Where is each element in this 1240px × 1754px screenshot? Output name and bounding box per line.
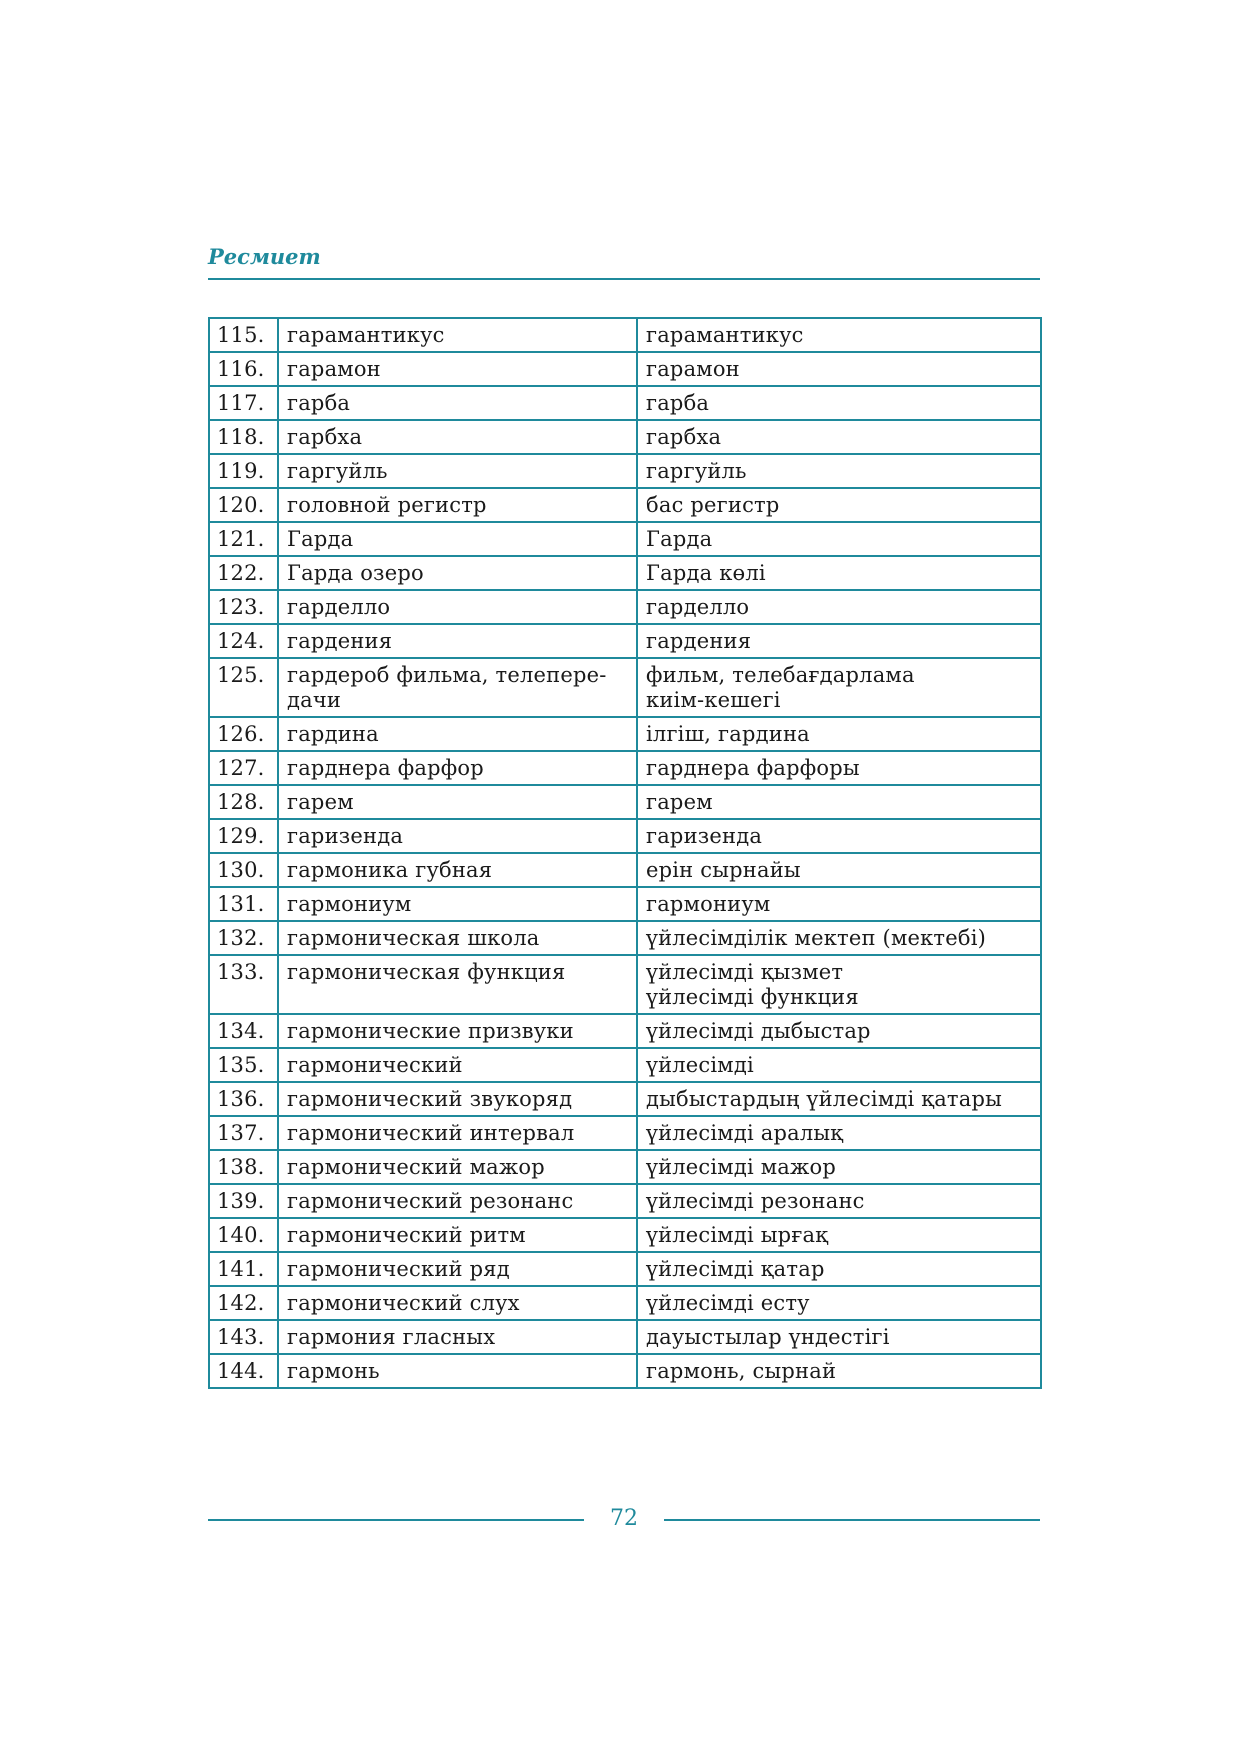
kazakh-term bbox=[637, 522, 1041, 556]
entry-number: 126. bbox=[209, 717, 278, 751]
entry-number: 119. bbox=[209, 454, 278, 488]
russian-term bbox=[278, 751, 637, 785]
russian-term bbox=[278, 624, 637, 658]
entry-number: 130. bbox=[209, 853, 278, 887]
table-row bbox=[209, 658, 1041, 717]
kazakh-term bbox=[637, 1150, 1041, 1184]
kazakh-term-line: үйлесімді аралық bbox=[646, 1121, 844, 1145]
russian-term-line: гармонический ряд bbox=[287, 1257, 510, 1281]
russian-term-line: Гарда bbox=[287, 527, 354, 551]
table-row bbox=[209, 853, 1041, 887]
kazakh-term-line: гармонь, сырнай bbox=[646, 1359, 837, 1383]
running-header bbox=[208, 240, 1040, 280]
russian-term bbox=[278, 522, 637, 556]
kazakh-term-line: гармониум bbox=[646, 892, 771, 916]
kazakh-term-line: дауыстылар үндестігі bbox=[646, 1325, 890, 1349]
kazakh-term-line: гардения bbox=[646, 629, 752, 653]
table-row bbox=[209, 556, 1041, 590]
kazakh-term bbox=[637, 819, 1041, 853]
entry-number: 136. bbox=[209, 1082, 278, 1116]
kazakh-term bbox=[637, 1320, 1041, 1354]
kazakh-term bbox=[637, 1082, 1041, 1116]
entry-number: 116. bbox=[209, 352, 278, 386]
footer-rule-right bbox=[664, 1519, 1040, 1521]
russian-term bbox=[278, 352, 637, 386]
kazakh-term-line: киім-кешегі bbox=[646, 688, 781, 712]
russian-term bbox=[278, 454, 637, 488]
table-row bbox=[209, 785, 1041, 819]
russian-term-line: гармонический bbox=[287, 1053, 463, 1077]
kazakh-term bbox=[637, 658, 1041, 717]
kazakh-term-line: ерін сырнайы bbox=[646, 858, 801, 882]
russian-term-line: гардина bbox=[287, 722, 379, 746]
russian-term-line: головной регистр bbox=[287, 493, 487, 517]
table-row bbox=[209, 318, 1041, 352]
russian-term bbox=[278, 1082, 637, 1116]
entry-number: 142. bbox=[209, 1286, 278, 1320]
kazakh-term bbox=[637, 1354, 1041, 1388]
table-row bbox=[209, 751, 1041, 785]
russian-term-line: гарамантикус bbox=[287, 323, 445, 347]
entry-number: 127. bbox=[209, 751, 278, 785]
kazakh-term bbox=[637, 751, 1041, 785]
russian-term bbox=[278, 488, 637, 522]
entry-number: 139. bbox=[209, 1184, 278, 1218]
kazakh-term bbox=[637, 921, 1041, 955]
table-row bbox=[209, 1320, 1041, 1354]
russian-term-line: гаризенда bbox=[287, 824, 404, 848]
russian-term-line: гармонический интервал bbox=[287, 1121, 575, 1145]
table-row bbox=[209, 819, 1041, 853]
entry-number: 144. bbox=[209, 1354, 278, 1388]
russian-term bbox=[278, 590, 637, 624]
entry-number: 134. bbox=[209, 1014, 278, 1048]
entry-number: 115. bbox=[209, 318, 278, 352]
kazakh-term bbox=[637, 1286, 1041, 1320]
russian-term-line: гарделло bbox=[287, 595, 391, 619]
kazakh-term-line: Гарда bbox=[646, 527, 713, 551]
russian-term-line: гарба bbox=[287, 391, 351, 415]
table-row bbox=[209, 1252, 1041, 1286]
russian-term bbox=[278, 1286, 637, 1320]
table-row bbox=[209, 921, 1041, 955]
kazakh-term bbox=[637, 1116, 1041, 1150]
kazakh-term bbox=[637, 717, 1041, 751]
entry-number: 123. bbox=[209, 590, 278, 624]
kazakh-term bbox=[637, 853, 1041, 887]
russian-term bbox=[278, 1184, 637, 1218]
kazakh-term-line: үйлесімді қызмет bbox=[646, 960, 844, 984]
russian-term-line: гармонь bbox=[287, 1359, 380, 1383]
entry-number: 141. bbox=[209, 1252, 278, 1286]
table-row bbox=[209, 522, 1041, 556]
entry-number: 117. bbox=[209, 386, 278, 420]
russian-term-line: дачи bbox=[287, 688, 342, 712]
page-footer bbox=[208, 1500, 1040, 1540]
entry-number: 129. bbox=[209, 819, 278, 853]
kazakh-term-line: үйлесімділік мектеп (мектебі) bbox=[646, 926, 987, 950]
kazakh-term bbox=[637, 1218, 1041, 1252]
kazakh-term-line: гарбха bbox=[646, 425, 722, 449]
kazakh-term bbox=[637, 352, 1041, 386]
entry-number: 131. bbox=[209, 887, 278, 921]
kazakh-term bbox=[637, 887, 1041, 921]
russian-term-line: гармонический резонанс bbox=[287, 1189, 574, 1213]
russian-term bbox=[278, 1048, 637, 1082]
russian-term-line: гармонические призвуки bbox=[287, 1019, 574, 1043]
russian-term-line: гармоника губная bbox=[287, 858, 493, 882]
kazakh-term bbox=[637, 386, 1041, 420]
russian-term bbox=[278, 853, 637, 887]
table-row bbox=[209, 717, 1041, 751]
table-row bbox=[209, 454, 1041, 488]
table-row bbox=[209, 624, 1041, 658]
russian-term-line: гарем bbox=[287, 790, 354, 814]
page-number: 72 bbox=[610, 1506, 638, 1531]
russian-term bbox=[278, 1354, 637, 1388]
russian-term-line: гарбха bbox=[287, 425, 363, 449]
kazakh-term bbox=[637, 488, 1041, 522]
table-row bbox=[209, 1014, 1041, 1048]
kazakh-term-line: гарем bbox=[646, 790, 713, 814]
table-row bbox=[209, 887, 1041, 921]
russian-term-line: гарамон bbox=[287, 357, 381, 381]
table-row bbox=[209, 1150, 1041, 1184]
kazakh-term-line: гарба bbox=[646, 391, 710, 415]
entry-number: 125. bbox=[209, 658, 278, 717]
table-row bbox=[209, 1218, 1041, 1252]
entry-number: 143. bbox=[209, 1320, 278, 1354]
entry-number: 118. bbox=[209, 420, 278, 454]
kazakh-term-line: үйлесімді есту bbox=[646, 1291, 810, 1315]
glossary-table bbox=[208, 317, 1042, 1389]
kazakh-term-line: гаргуйль bbox=[646, 459, 747, 483]
russian-term bbox=[278, 1252, 637, 1286]
kazakh-term bbox=[637, 624, 1041, 658]
russian-term-line: гармония гласных bbox=[287, 1325, 496, 1349]
russian-term-line: гармонический звукоряд bbox=[287, 1087, 573, 1111]
russian-term bbox=[278, 1014, 637, 1048]
kazakh-term-line: дыбыстардың үйлесімді қатары bbox=[646, 1087, 1003, 1111]
table-row bbox=[209, 386, 1041, 420]
kazakh-term-line: гарамон bbox=[646, 357, 740, 381]
table-row bbox=[209, 1184, 1041, 1218]
russian-term-line: гардероб фильма, телепере- bbox=[287, 663, 607, 687]
entry-number: 120. bbox=[209, 488, 278, 522]
table-row bbox=[209, 955, 1041, 1014]
russian-term bbox=[278, 556, 637, 590]
kazakh-term-line: фильм, телебағдарлама bbox=[646, 663, 915, 687]
entry-number: 132. bbox=[209, 921, 278, 955]
russian-term-line: гардения bbox=[287, 629, 393, 653]
table-row bbox=[209, 420, 1041, 454]
entry-number: 124. bbox=[209, 624, 278, 658]
kazakh-term-line: гарделло bbox=[646, 595, 750, 619]
entry-number: 140. bbox=[209, 1218, 278, 1252]
kazakh-term-line: Гарда көлі bbox=[646, 561, 766, 585]
footer-rule-left bbox=[208, 1519, 584, 1521]
kazakh-term-line: үйлесімді дыбыстар bbox=[646, 1019, 871, 1043]
kazakh-term bbox=[637, 955, 1041, 1014]
kazakh-term bbox=[637, 1184, 1041, 1218]
kazakh-term-line: үйлесімді ырғақ bbox=[646, 1223, 829, 1247]
kazakh-term-line: гарамантикус bbox=[646, 323, 804, 347]
entry-number: 121. bbox=[209, 522, 278, 556]
russian-term bbox=[278, 819, 637, 853]
russian-term-line: гарднера фарфор bbox=[287, 756, 484, 780]
entry-number: 133. bbox=[209, 955, 278, 1014]
entry-number: 122. bbox=[209, 556, 278, 590]
kazakh-term bbox=[637, 318, 1041, 352]
russian-term bbox=[278, 658, 637, 717]
table-row bbox=[209, 488, 1041, 522]
entry-number: 135. bbox=[209, 1048, 278, 1082]
entry-number: 137. bbox=[209, 1116, 278, 1150]
russian-term bbox=[278, 1320, 637, 1354]
glossary-table-body bbox=[209, 318, 1041, 1388]
russian-term-line: гармониум bbox=[287, 892, 412, 916]
kazakh-term bbox=[637, 1048, 1041, 1082]
russian-term-line: Гарда озеро bbox=[287, 561, 424, 585]
russian-term bbox=[278, 1218, 637, 1252]
kazakh-term bbox=[637, 1014, 1041, 1048]
russian-term bbox=[278, 1150, 637, 1184]
russian-term bbox=[278, 318, 637, 352]
russian-term bbox=[278, 386, 637, 420]
kazakh-term bbox=[637, 590, 1041, 624]
russian-term bbox=[278, 887, 637, 921]
kazakh-term-line: гаризенда bbox=[646, 824, 763, 848]
kazakh-term-line: бас регистр bbox=[646, 493, 780, 517]
russian-term-line: гармоническая функция bbox=[287, 960, 566, 984]
kazakh-term-line: гарднера фарфоры bbox=[646, 756, 860, 780]
kazakh-term bbox=[637, 1252, 1041, 1286]
table-row bbox=[209, 1354, 1041, 1388]
russian-term bbox=[278, 420, 637, 454]
russian-term-line: гармонический ритм bbox=[287, 1223, 526, 1247]
kazakh-term-line: үйлесімді резонанс bbox=[646, 1189, 865, 1213]
entry-number: 138. bbox=[209, 1150, 278, 1184]
kazakh-term-line: үйлесімді bbox=[646, 1053, 754, 1077]
table-row bbox=[209, 590, 1041, 624]
table-row bbox=[209, 352, 1041, 386]
kazakh-term-line: үйлесімді қатар bbox=[646, 1257, 825, 1281]
russian-term bbox=[278, 921, 637, 955]
table-row bbox=[209, 1116, 1041, 1150]
russian-term bbox=[278, 1116, 637, 1150]
russian-term-line: гармонический мажор bbox=[287, 1155, 545, 1179]
entry-number: 128. bbox=[209, 785, 278, 819]
russian-term-line: гаргуйль bbox=[287, 459, 388, 483]
kazakh-term-line: үйлесімді мажор bbox=[646, 1155, 837, 1179]
table-row bbox=[209, 1048, 1041, 1082]
header-title: Ресмиет bbox=[208, 244, 321, 269]
kazakh-term bbox=[637, 556, 1041, 590]
table-row bbox=[209, 1082, 1041, 1116]
kazakh-term-line: ілгіш, гардина bbox=[646, 722, 810, 746]
russian-term bbox=[278, 955, 637, 1014]
russian-term-line: гармонический слух bbox=[287, 1291, 520, 1315]
russian-term bbox=[278, 717, 637, 751]
table-row bbox=[209, 1286, 1041, 1320]
russian-term-line: гармоническая школа bbox=[287, 926, 540, 950]
kazakh-term bbox=[637, 785, 1041, 819]
kazakh-term-line: үйлесімді функция bbox=[646, 985, 859, 1009]
kazakh-term bbox=[637, 454, 1041, 488]
russian-term bbox=[278, 785, 637, 819]
kazakh-term bbox=[637, 420, 1041, 454]
